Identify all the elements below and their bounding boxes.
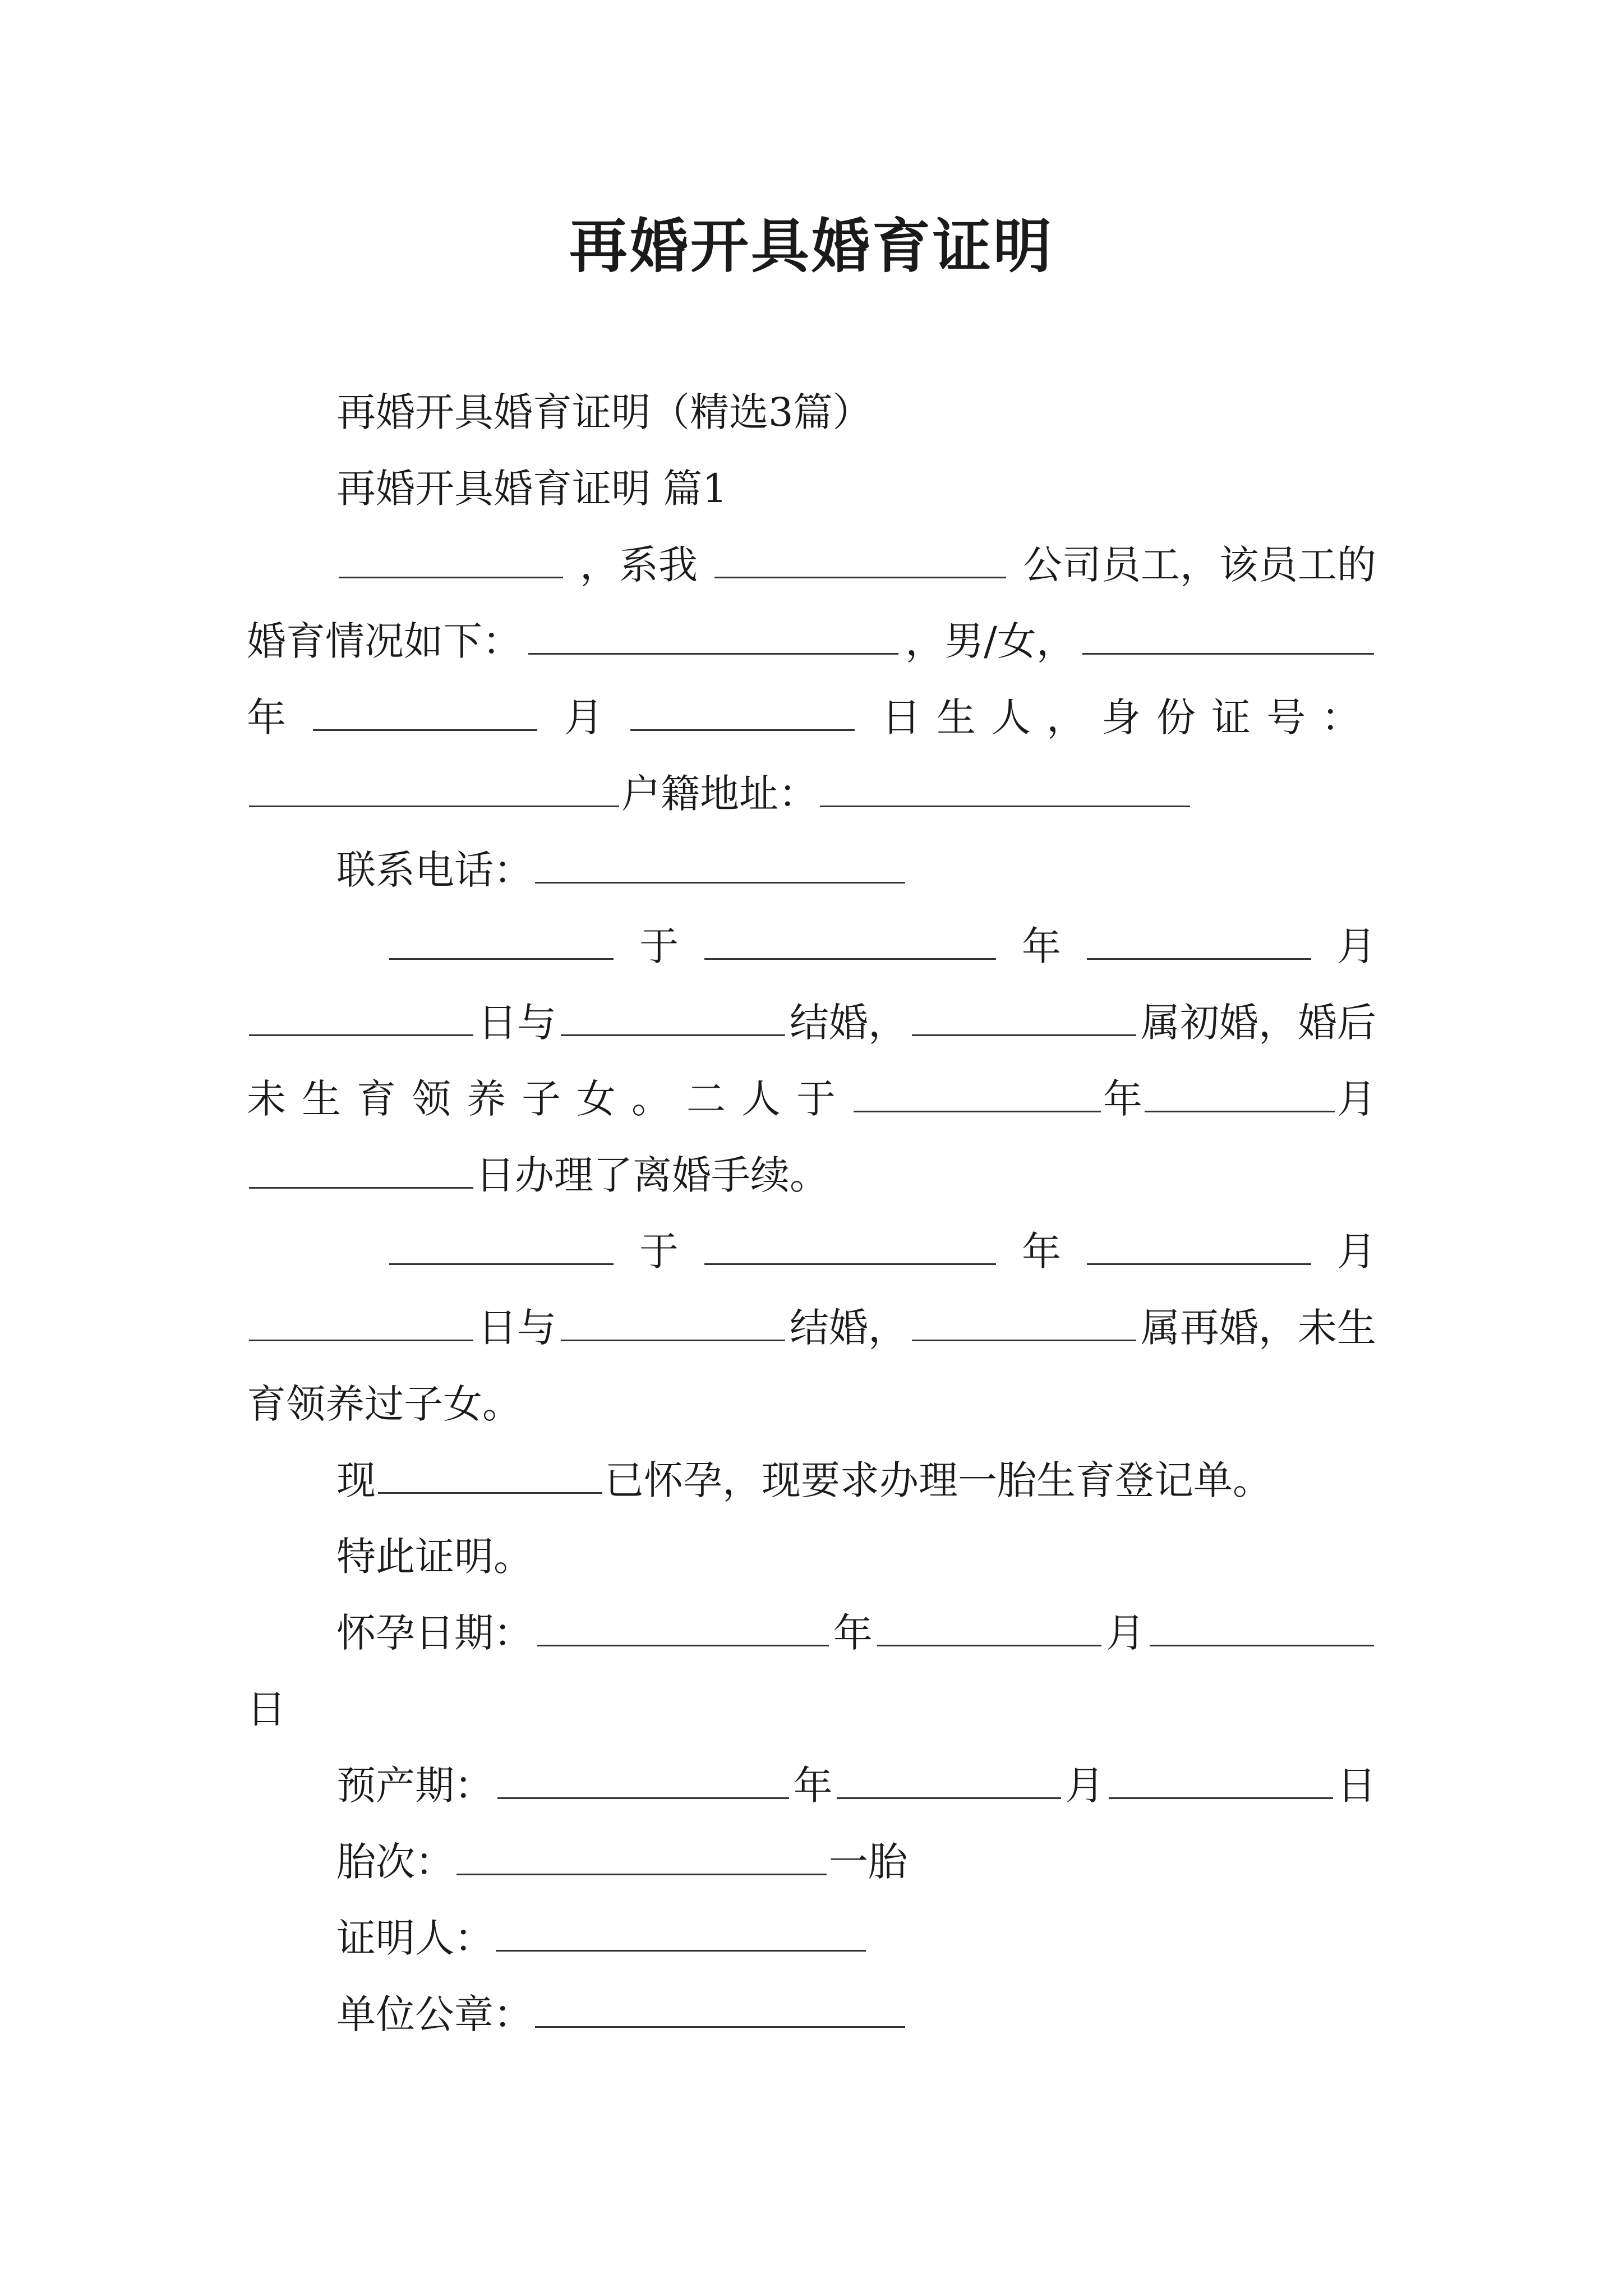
p2-spouse-blank[interactable] [561, 1000, 785, 1036]
p1-text-year: 年 [247, 694, 286, 740]
p2-chuhun: 属初婚，婚后 [1141, 1000, 1376, 1046]
seal-line [247, 1989, 1376, 2040]
p2-divorce-day-blank[interactable] [249, 1152, 473, 1189]
birth-month-blank[interactable] [313, 694, 537, 731]
document-title: 再婚开具婚育证明 [569, 212, 1054, 280]
p3-spouse-blank[interactable] [561, 1305, 785, 1341]
preg-date-label: 怀孕日期： [336, 1610, 533, 1656]
p1-line2 [247, 616, 1376, 666]
p3-yue: 月 [1337, 1228, 1376, 1274]
p3-line3 [247, 1379, 1376, 1429]
preg-date-line2 [247, 1684, 1376, 1734]
witness-line [247, 1913, 1376, 1963]
preg-yue: 月 [1106, 1610, 1145, 1656]
certify-line [247, 1531, 1376, 1582]
due-month-blank[interactable] [837, 1763, 1061, 1799]
p1-text-month: 月 [564, 694, 603, 740]
p2-month-blank[interactable] [1087, 923, 1311, 960]
p3-ri-yu: 日与 [478, 1305, 556, 1351]
pregnant-line [247, 1455, 1376, 1506]
preg-day-blank[interactable] [1150, 1610, 1374, 1646]
p3-line2 [247, 1303, 1376, 1353]
p1-line4 [247, 769, 1376, 819]
parity-line [247, 1837, 1376, 1887]
p3-year-blank[interactable] [704, 1228, 996, 1265]
p3-person-blank[interactable] [912, 1305, 1136, 1341]
p1-text-c: 婚育情况如下： [247, 618, 522, 664]
p1-text-b: 公司员工，该员工的 [1023, 542, 1376, 588]
p2-day-blank[interactable] [249, 1000, 473, 1036]
p3-day-blank[interactable] [249, 1305, 473, 1341]
pregnant-post: 已怀孕，现要求办理一胎生育登记单。 [605, 1457, 1272, 1503]
company-blank[interactable] [714, 542, 1006, 578]
preg-month-blank[interactable] [877, 1610, 1101, 1646]
p1-line1 [247, 540, 1376, 590]
id-number-blank[interactable] [249, 771, 619, 807]
address-blank[interactable] [820, 771, 1190, 807]
subtitle-line [247, 387, 1376, 438]
p2-person-blank[interactable] [912, 1000, 1136, 1036]
p2-line4 [247, 1150, 1376, 1200]
preg-nian: 年 [833, 1610, 873, 1656]
certify-text: 特此证明。 [336, 1534, 533, 1580]
name2-blank[interactable] [528, 618, 898, 655]
seal-blank[interactable] [535, 1991, 905, 2028]
pregnant-name-blank[interactable] [378, 1457, 602, 1494]
witness-label: 证明人： [336, 1915, 494, 1961]
p3-line1 [247, 1226, 1376, 1277]
preg-year-blank[interactable] [537, 1610, 829, 1646]
due-ri: 日 [1336, 1763, 1376, 1809]
p1-text-a: ，系我 [580, 542, 698, 588]
p2-line2 [247, 997, 1376, 1048]
p2-line3a: 未生育领养子女。二人于 [247, 1076, 851, 1122]
p2-line3 [247, 1074, 1376, 1124]
due-day-blank[interactable] [1109, 1763, 1333, 1799]
p3-jiehun: 结婚， [790, 1305, 907, 1351]
p2-name-blank[interactable] [389, 923, 614, 960]
p2-divorce-month-blank[interactable] [1145, 1076, 1335, 1112]
name-blank[interactable] [339, 542, 563, 578]
p2-nian: 年 [1022, 923, 1061, 969]
p1-line3 [247, 692, 1376, 743]
due-yue: 月 [1065, 1763, 1105, 1809]
birth-day-blank[interactable] [630, 694, 855, 731]
p2-line3c: 月 [1337, 1076, 1376, 1122]
due-nian: 年 [793, 1763, 833, 1809]
parity-value: 一胎 [829, 1839, 907, 1885]
p2-divorce-year-blank[interactable] [854, 1076, 1101, 1112]
preg-ri: 日 [247, 1686, 286, 1732]
phone-label: 联系电话： [336, 847, 533, 893]
p3-name-blank[interactable] [389, 1228, 614, 1265]
parity-label: 胎次： [336, 1839, 454, 1885]
section-heading-line [247, 463, 1376, 514]
witness-blank[interactable] [496, 1915, 866, 1952]
preg-date-line [247, 1608, 1376, 1658]
p2-line1 [247, 921, 1376, 972]
subtitle: 再婚开具婚育证明（精选3篇） [336, 389, 872, 435]
seal-label: 单位公章： [336, 1991, 533, 2037]
p2-line4-text: 日办理了离婚手续。 [476, 1152, 829, 1198]
due-date-line [247, 1760, 1376, 1811]
due-year-blank[interactable] [497, 1763, 789, 1799]
p2-jiehun: 结婚， [790, 1000, 907, 1046]
phone-blank[interactable] [535, 847, 905, 884]
parity-blank[interactable] [457, 1839, 827, 1875]
birth-year-blank[interactable] [1082, 618, 1374, 655]
p3-yu: 于 [639, 1228, 679, 1274]
phone-line [247, 845, 1376, 895]
p2-yue: 月 [1337, 923, 1376, 969]
p2-yu: 于 [639, 923, 679, 969]
p2-ri-yu: 日与 [478, 1000, 556, 1046]
section-heading: 再婚开具婚育证明 篇1 [336, 466, 727, 512]
p2-year-blank[interactable] [704, 923, 996, 960]
due-date-label: 预产期： [336, 1763, 494, 1809]
p3-line3-text: 育领养过子女。 [247, 1381, 522, 1427]
pregnant-pre: 现 [336, 1457, 376, 1503]
p3-month-blank[interactable] [1087, 1228, 1311, 1265]
p3-zaihun: 属再婚，未生 [1141, 1305, 1376, 1351]
p1-text-address: 户籍地址： [621, 771, 818, 817]
p3-nian: 年 [1022, 1228, 1061, 1274]
p2-line3b: 年 [1103, 1076, 1142, 1122]
p1-text-d: ，男/女， [905, 618, 1076, 664]
p1-text-id: 日生人，身份证号： [882, 694, 1376, 740]
